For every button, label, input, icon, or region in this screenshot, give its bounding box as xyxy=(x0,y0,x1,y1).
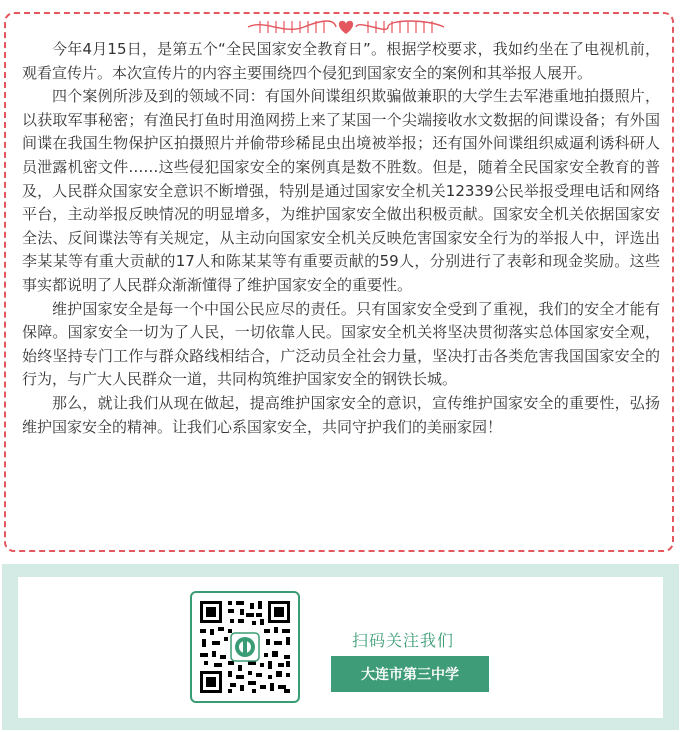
qr-code-icon[interactable] xyxy=(190,591,300,703)
footer xyxy=(2,564,679,730)
paragraph: 四个案例所涉及到的领域不同：有国外间谍组织欺骗做兼职的大学生去军港重地拍摄照片，以获取军事秘密；有渔民打鱼时用渔网捞上来了某国一个尖端接收水文数据的间谍设备；有外国间谍在我国生物保护区拍摄照片并偷带珍稀昆虫出境被举报；还有国外间谍组织威逼利诱科研人员泄露机密文件……这些侵犯国家安全的案例真是数不胜数。但是，随着全民国家安全教育的普及，人民群众国家安全意识不断增强，特别是通过国家安全机关12339公民举报受理电话和网络平台，主动举报反映情况的明显增多，为维护国家安全做出积极贡献。国家安全机关依据国家安全法、反间谍法等有关规定，从主动向国家安全机关反映危害国家安全行为的举报人中，评选出李某某等有重大贡献的17人和陈某某等有重要贡献的59人，分别进行了表彰和现金奖励。这些事实都说明了人民群众渐渐懂得了维护国家安全的重要性。 xyxy=(22,87,660,294)
follow-us-text: 扫码关注我们 xyxy=(352,631,455,650)
paragraph: 那么，就让我们从现在做起，提高维护国家安全的意识，宣传维护国家安全的重要性，弘扬维护国家安全的精神。让我们心系国家安全，共同守护我们的美丽家园！ xyxy=(22,393,660,436)
article-body xyxy=(22,38,660,439)
footer-card xyxy=(18,577,663,718)
heart-ornament-icon xyxy=(244,16,448,38)
article-frame xyxy=(4,12,674,552)
paragraph: 维护国家安全是每一个中国公民应尽的责任。只有国家安全受到了重视，我们的安全才能有保障。国家安全一切为了人民，一切依靠人民。国家安全机关将坚决贯彻落实总体国家安全观，始终坚持专门工作与群众路线相结合，广泛动员全社会力量，坚决打击各类危害我国国家安全的行为，与广大人民群众一道，共同构筑维护国家安全的钢铁长城。 xyxy=(22,299,660,389)
paragraph: 今年4月15日，是第五个“全民国家安全教育日”。根据学校要求，我如约坐在了电视机前，观看宣传片。本次宣传片的内容主要围绕四个侵犯到国家安全的案例和其举报人展开。 xyxy=(22,40,660,82)
school-name-badge: 大连市第三中学 xyxy=(331,656,489,692)
